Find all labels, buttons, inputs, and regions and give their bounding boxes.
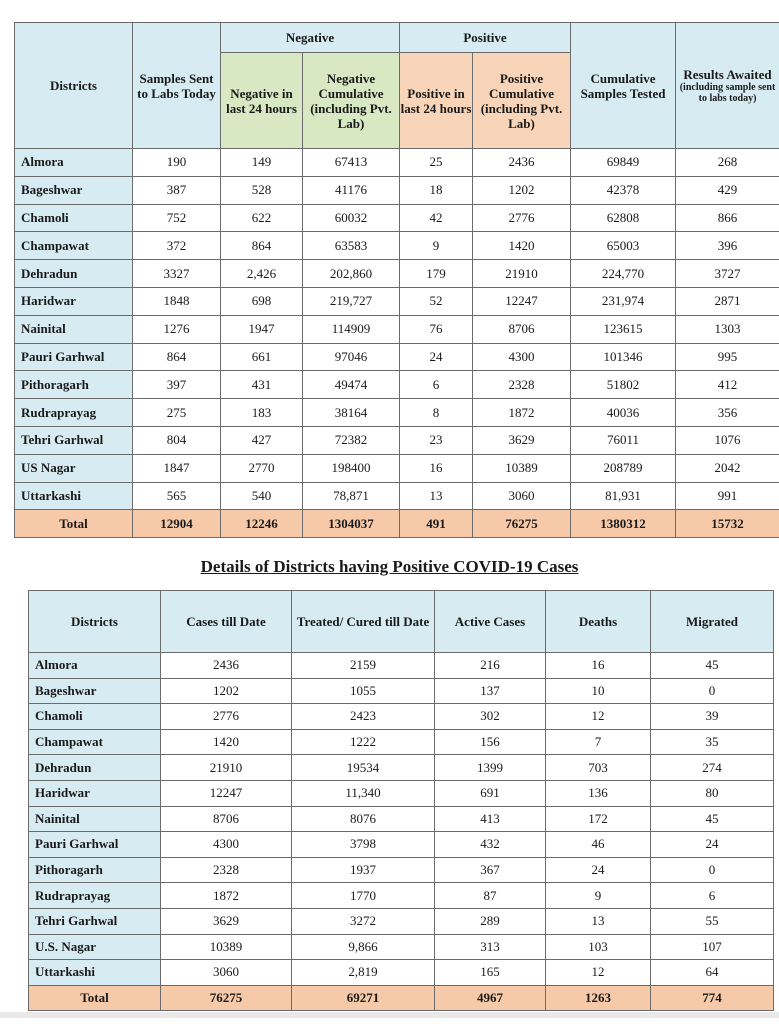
district-name-cell: Dehradun — [29, 755, 161, 781]
table-cell: 4300 — [473, 343, 571, 371]
table-cell: 2,426 — [221, 260, 303, 288]
table-cell: 19534 — [292, 755, 435, 781]
table-cell: 6 — [651, 883, 774, 909]
table-cell: 23 — [400, 426, 473, 454]
table-cell: 313 — [435, 934, 546, 960]
district-name-cell: Nainital — [15, 315, 133, 343]
header-cases-till-date: Cases till Date — [161, 591, 292, 653]
table-cell: 6 — [400, 371, 473, 399]
table-cell: 427 — [221, 426, 303, 454]
table-cell: 46 — [546, 832, 651, 858]
header-treated-cured: Treated/ Cured till Date — [292, 591, 435, 653]
table-cell: 2042 — [676, 454, 779, 482]
table-cell: 703 — [546, 755, 651, 781]
table-cell: 275 — [133, 399, 221, 427]
table-cell: 397 — [133, 371, 221, 399]
table-row — [15, 482, 779, 510]
table-cell: 172 — [546, 806, 651, 832]
table-cell: 21910 — [161, 755, 292, 781]
table-cell: 64 — [651, 960, 774, 986]
table-row — [29, 883, 774, 909]
table-cell: 51802 — [571, 371, 676, 399]
table-row — [29, 960, 774, 986]
table-cell: 231,974 — [571, 287, 676, 315]
table-cell: 2423 — [292, 704, 435, 730]
table-row — [29, 780, 774, 806]
table-cell: 190 — [133, 149, 221, 177]
table-cell: 18 — [400, 176, 473, 204]
table-cell: 2770 — [221, 454, 303, 482]
table-cell: 3327 — [133, 260, 221, 288]
table-cell: 1770 — [292, 883, 435, 909]
table-cell: 72382 — [303, 426, 400, 454]
table-cell: 13 — [546, 908, 651, 934]
total-cell: 1263 — [546, 985, 651, 1010]
table-row — [15, 232, 779, 260]
table-cell: 268 — [676, 149, 779, 177]
table-row — [29, 755, 774, 781]
table-cell: 198400 — [303, 454, 400, 482]
table-cell: 2871 — [676, 287, 779, 315]
district-name-cell: Tehri Garhwal — [29, 908, 161, 934]
district-name-cell: Nainital — [29, 806, 161, 832]
table-cell: 8706 — [473, 315, 571, 343]
total-cell: 1380312 — [571, 510, 676, 538]
table-cell: 216 — [435, 653, 546, 679]
total-cell: 12246 — [221, 510, 303, 538]
table-cell: 60032 — [303, 204, 400, 232]
table-row — [15, 399, 779, 427]
table-cell: 1872 — [473, 399, 571, 427]
table-cell: 2436 — [161, 653, 292, 679]
table-cell: 81,931 — [571, 482, 676, 510]
table-cell: 622 — [221, 204, 303, 232]
table-cell: 10389 — [473, 454, 571, 482]
total-cell: 15732 — [676, 510, 779, 538]
table-cell: 12247 — [161, 780, 292, 806]
table-cell: 3060 — [161, 960, 292, 986]
table-cell: 1303 — [676, 315, 779, 343]
table-cell: 1420 — [161, 729, 292, 755]
table-row — [15, 176, 779, 204]
district-name-cell: Chamoli — [15, 204, 133, 232]
table-cell: 1947 — [221, 315, 303, 343]
table-cell: 1276 — [133, 315, 221, 343]
table-cell: 2776 — [161, 704, 292, 730]
table-cell: 9 — [546, 883, 651, 909]
table-cell: 2159 — [292, 653, 435, 679]
table-cell: 219,727 — [303, 287, 400, 315]
table-cell: 13 — [400, 482, 473, 510]
table-row — [29, 653, 774, 679]
table-cell: 1222 — [292, 729, 435, 755]
table-row — [29, 729, 774, 755]
table-cell: 2776 — [473, 204, 571, 232]
header-districts: Districts — [15, 23, 133, 149]
table-cell: 289 — [435, 908, 546, 934]
table-cell: 528 — [221, 176, 303, 204]
district-name-cell: Tehri Garhwal — [15, 426, 133, 454]
table-cell: 9 — [400, 232, 473, 260]
header-active-cases: Active Cases — [435, 591, 546, 653]
table-cell: 62808 — [571, 204, 676, 232]
district-name-cell: Dehradun — [15, 260, 133, 288]
table-cell: 69849 — [571, 149, 676, 177]
table-row — [29, 934, 774, 960]
header-negative-cumulative: Negative Cumulative (including Pvt. Lab) — [303, 53, 400, 149]
table-cell: 1055 — [292, 678, 435, 704]
district-name-cell: Rudraprayag — [29, 883, 161, 909]
results-awaited-note: (including sample sent to labs today) — [679, 82, 776, 104]
table-cell: 1872 — [161, 883, 292, 909]
table-cell: 136 — [546, 780, 651, 806]
header-cumulative-tested: Cumulative Samples Tested — [571, 23, 676, 149]
district-details-table — [28, 590, 774, 1011]
table-cell: 63583 — [303, 232, 400, 260]
table-row — [29, 908, 774, 934]
table-row — [29, 832, 774, 858]
total-row — [29, 985, 774, 1010]
district-name-cell: Bageshwar — [29, 678, 161, 704]
table-row — [15, 343, 779, 371]
district-name-cell: Pithoragarh — [29, 857, 161, 883]
table-cell: 52 — [400, 287, 473, 315]
table-cell: 356 — [676, 399, 779, 427]
total-cell: 12904 — [133, 510, 221, 538]
table-cell: 24 — [546, 857, 651, 883]
table-cell: 698 — [221, 287, 303, 315]
table-cell: 0 — [651, 678, 774, 704]
table-cell: 1848 — [133, 287, 221, 315]
table-row — [29, 806, 774, 832]
table-cell: 165 — [435, 960, 546, 986]
table-cell: 691 — [435, 780, 546, 806]
district-name-cell: Champawat — [29, 729, 161, 755]
table-cell: 45 — [651, 806, 774, 832]
table-cell: 4300 — [161, 832, 292, 858]
table-row — [15, 315, 779, 343]
table-cell: 9,866 — [292, 934, 435, 960]
table-cell: 3060 — [473, 482, 571, 510]
header-negative-group: Negative — [221, 23, 400, 53]
table-cell: 40036 — [571, 399, 676, 427]
total-label-cell: Total — [15, 510, 133, 538]
table-cell: 864 — [133, 343, 221, 371]
table-row — [15, 426, 779, 454]
table-cell: 1420 — [473, 232, 571, 260]
total-label-cell: Total — [29, 985, 161, 1010]
table-cell: 65003 — [571, 232, 676, 260]
table-cell: 302 — [435, 704, 546, 730]
district-name-cell: Bageshwar — [15, 176, 133, 204]
table-cell: 3629 — [473, 426, 571, 454]
table-cell: 0 — [651, 857, 774, 883]
table-cell: 1076 — [676, 426, 779, 454]
table-cell: 431 — [221, 371, 303, 399]
table-cell: 35 — [651, 729, 774, 755]
table-cell: 1202 — [161, 678, 292, 704]
table-cell: 80 — [651, 780, 774, 806]
table-cell: 429 — [676, 176, 779, 204]
table-cell: 8706 — [161, 806, 292, 832]
table-cell: 565 — [133, 482, 221, 510]
table-cell: 208789 — [571, 454, 676, 482]
table-cell: 97046 — [303, 343, 400, 371]
total-row — [15, 510, 779, 538]
table-cell: 12 — [546, 704, 651, 730]
table-cell: 202,860 — [303, 260, 400, 288]
table-row — [15, 149, 779, 177]
results-awaited-label: Results Awaited — [683, 67, 772, 82]
table-cell: 864 — [221, 232, 303, 260]
district-name-cell: Almora — [15, 149, 133, 177]
header-results-awaited — [676, 23, 779, 149]
table-cell: 78,871 — [303, 482, 400, 510]
table-cell: 540 — [221, 482, 303, 510]
table-cell: 21910 — [473, 260, 571, 288]
table-cell: 274 — [651, 755, 774, 781]
total-cell: 76275 — [161, 985, 292, 1010]
total-cell: 1304037 — [303, 510, 400, 538]
table-row — [15, 287, 779, 315]
table-cell: 137 — [435, 678, 546, 704]
table-cell: 2328 — [161, 857, 292, 883]
district-name-cell: Pauri Garhwal — [15, 343, 133, 371]
table-cell: 3798 — [292, 832, 435, 858]
table-row — [15, 204, 779, 232]
total-cell: 4967 — [435, 985, 546, 1010]
table-cell: 10389 — [161, 934, 292, 960]
table-row — [29, 704, 774, 730]
table-cell: 804 — [133, 426, 221, 454]
total-cell: 491 — [400, 510, 473, 538]
table-row — [29, 678, 774, 704]
district-name-cell: Almora — [29, 653, 161, 679]
page-bottom-divider — [0, 1012, 779, 1018]
table-cell: 387 — [133, 176, 221, 204]
header-negative-24h: Negative in last 24 hours — [221, 53, 303, 149]
table-cell: 16 — [400, 454, 473, 482]
table-cell: 1399 — [435, 755, 546, 781]
table-cell: 8076 — [292, 806, 435, 832]
total-cell: 69271 — [292, 985, 435, 1010]
table-cell: 156 — [435, 729, 546, 755]
table-row — [15, 260, 779, 288]
table-cell: 991 — [676, 482, 779, 510]
table-cell: 107 — [651, 934, 774, 960]
table-cell: 2436 — [473, 149, 571, 177]
table-cell: 866 — [676, 204, 779, 232]
table-cell: 149 — [221, 149, 303, 177]
table-row — [15, 454, 779, 482]
header-positive-24h: Positive in last 24 hours — [400, 53, 473, 149]
table-cell: 12247 — [473, 287, 571, 315]
table-cell: 39 — [651, 704, 774, 730]
table-cell: 87 — [435, 883, 546, 909]
table-cell: 101346 — [571, 343, 676, 371]
total-cell: 76275 — [473, 510, 571, 538]
table-cell: 183 — [221, 399, 303, 427]
district-name-cell: Champawat — [15, 232, 133, 260]
table-cell: 2328 — [473, 371, 571, 399]
table-cell: 114909 — [303, 315, 400, 343]
table-cell: 38164 — [303, 399, 400, 427]
district-name-cell: Rudraprayag — [15, 399, 133, 427]
table-cell: 396 — [676, 232, 779, 260]
table-cell: 12 — [546, 960, 651, 986]
table-cell: 24 — [400, 343, 473, 371]
table-cell: 3272 — [292, 908, 435, 934]
table-cell: 55 — [651, 908, 774, 934]
district-name-cell: Chamoli — [29, 704, 161, 730]
table-cell: 76 — [400, 315, 473, 343]
table-cell: 367 — [435, 857, 546, 883]
table-cell: 1202 — [473, 176, 571, 204]
table-cell: 661 — [221, 343, 303, 371]
header-deaths: Deaths — [546, 591, 651, 653]
table-cell: 8 — [400, 399, 473, 427]
district-name-cell: Pauri Garhwal — [29, 832, 161, 858]
table-cell: 3629 — [161, 908, 292, 934]
district-name-cell: Uttarkashi — [15, 482, 133, 510]
table-cell: 412 — [676, 371, 779, 399]
table-cell: 995 — [676, 343, 779, 371]
table-cell: 432 — [435, 832, 546, 858]
table-cell: 67413 — [303, 149, 400, 177]
district-name-cell: U.S. Nagar — [29, 934, 161, 960]
district-name-cell: Pithoragarh — [15, 371, 133, 399]
table-cell: 1937 — [292, 857, 435, 883]
table-cell: 24 — [651, 832, 774, 858]
district-details-title: Details of Districts having Positive COVID-19 Cases — [200, 557, 579, 576]
table-cell: 224,770 — [571, 260, 676, 288]
table-cell: 25 — [400, 149, 473, 177]
table-row — [15, 371, 779, 399]
table-cell: 372 — [133, 232, 221, 260]
table-cell: 76011 — [571, 426, 676, 454]
table-cell: 42 — [400, 204, 473, 232]
district-name-cell: Haridwar — [15, 287, 133, 315]
table-cell: 179 — [400, 260, 473, 288]
district-name-cell: Haridwar — [29, 780, 161, 806]
table-cell: 49474 — [303, 371, 400, 399]
district-name-cell: US Nagar — [15, 454, 133, 482]
table-cell: 413 — [435, 806, 546, 832]
header-samples-sent: Samples Sent to Labs Today — [133, 23, 221, 149]
table-cell: 103 — [546, 934, 651, 960]
header-positive-cumulative: Positive Cumulative (including Pvt. Lab) — [473, 53, 571, 149]
district-name-cell: Uttarkashi — [29, 960, 161, 986]
table-cell: 1847 — [133, 454, 221, 482]
table-cell: 42378 — [571, 176, 676, 204]
table-row — [29, 857, 774, 883]
table-cell: 7 — [546, 729, 651, 755]
table-cell: 16 — [546, 653, 651, 679]
table-cell: 752 — [133, 204, 221, 232]
table-cell: 3727 — [676, 260, 779, 288]
total-cell: 774 — [651, 985, 774, 1010]
header-migrated: Migrated — [651, 591, 774, 653]
header-districts: Districts — [29, 591, 161, 653]
header-positive-group: Positive — [400, 23, 571, 53]
table-cell: 45 — [651, 653, 774, 679]
table-cell: 10 — [546, 678, 651, 704]
table-cell: 41176 — [303, 176, 400, 204]
testing-summary-table — [14, 22, 779, 538]
table-cell: 2,819 — [292, 960, 435, 986]
table-cell: 11,340 — [292, 780, 435, 806]
table-cell: 123615 — [571, 315, 676, 343]
